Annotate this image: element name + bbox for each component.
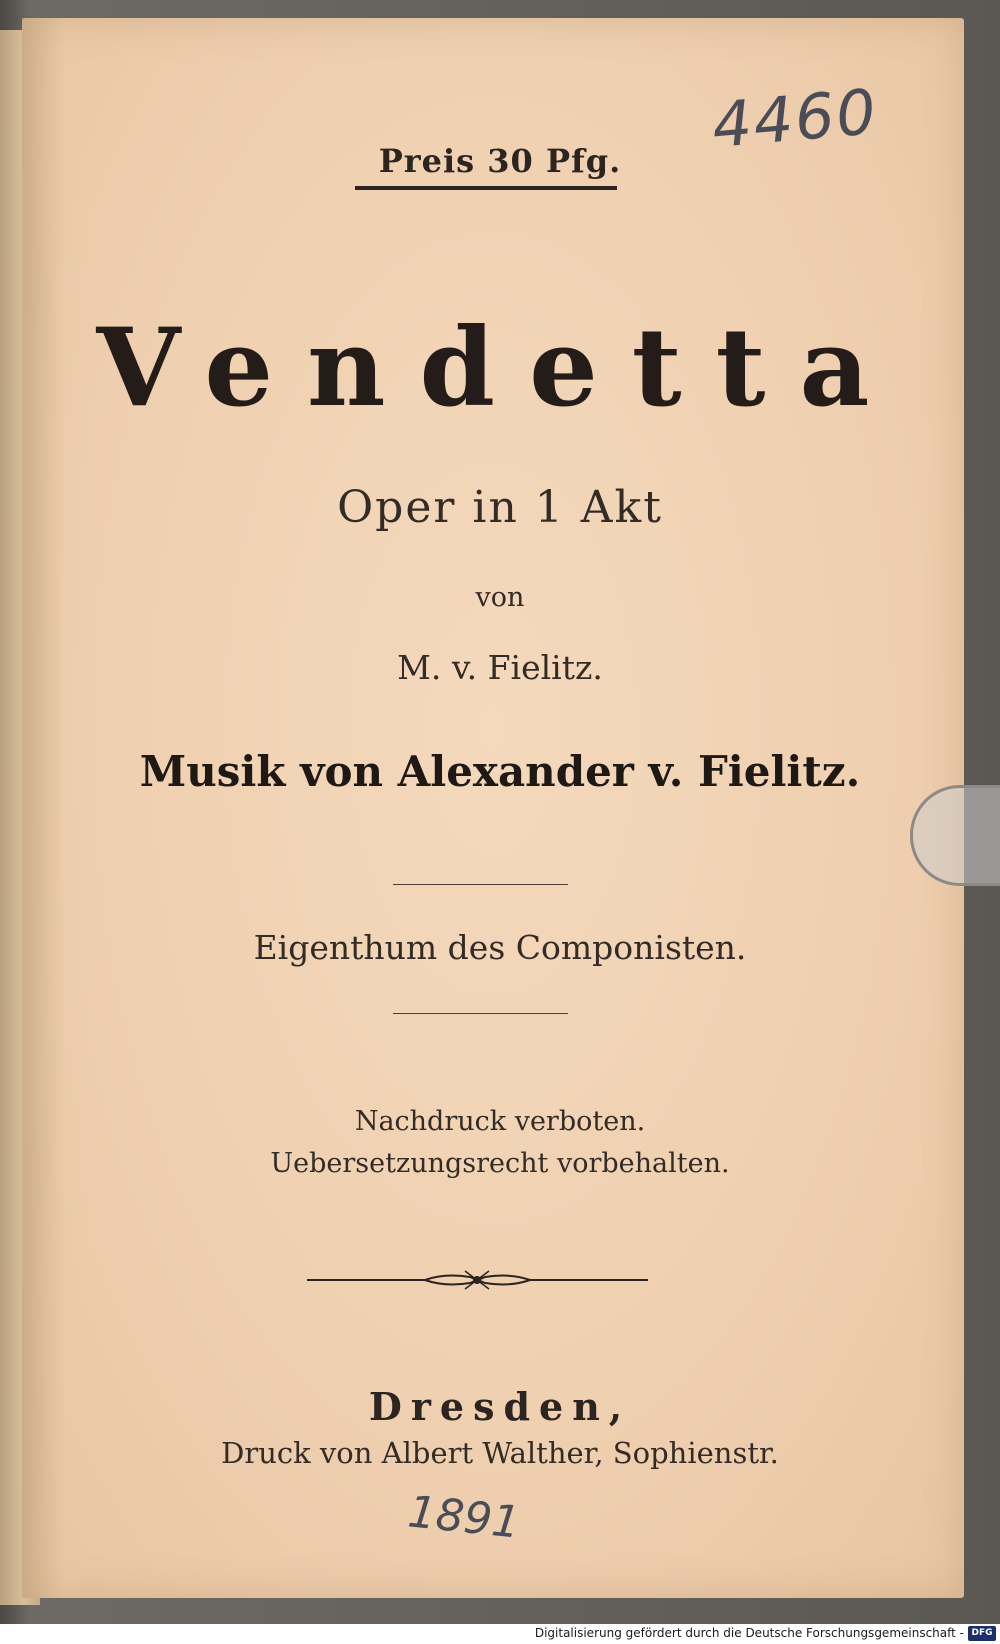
reprint-notice: Nachdruck verboten. [354, 1106, 646, 1137]
handwritten-year: 1891 [405, 1486, 523, 1549]
price-underline [355, 186, 617, 190]
price-label: Preis 30 Pfg. [378, 142, 622, 180]
composer-line: Musik von Alexander v. Fielitz. [139, 747, 861, 796]
page-stain [22, 18, 92, 1598]
opera-title: Vendetta [96, 305, 904, 431]
paper-clip [910, 785, 1000, 886]
digitization-footer [0, 1624, 1000, 1644]
ornament-divider [305, 1265, 650, 1295]
translation-notice: Uebersetzungsrecht vorbehalten. [270, 1148, 730, 1179]
dfg-logo: DFG [968, 1626, 996, 1641]
divider-bottom [393, 1013, 568, 1014]
opera-subtitle: Oper in 1 Akt [337, 482, 663, 533]
title-page [22, 18, 964, 1598]
divider-top [393, 884, 568, 885]
footer-credit: Digitalisierung gefördert durch die Deutsche Forschungsgemeinschaft - [534, 1626, 964, 1640]
librettist-name: M. v. Fielitz. [397, 648, 603, 687]
handwritten-shelf-number: 4460 [709, 74, 881, 163]
printer-line: Druck von Albert Walther, Sophienstr. [221, 1436, 779, 1470]
city-name: Dresden, [368, 1384, 632, 1429]
property-line: Eigenthum des Componisten. [253, 928, 747, 967]
by-label: von [475, 582, 525, 613]
